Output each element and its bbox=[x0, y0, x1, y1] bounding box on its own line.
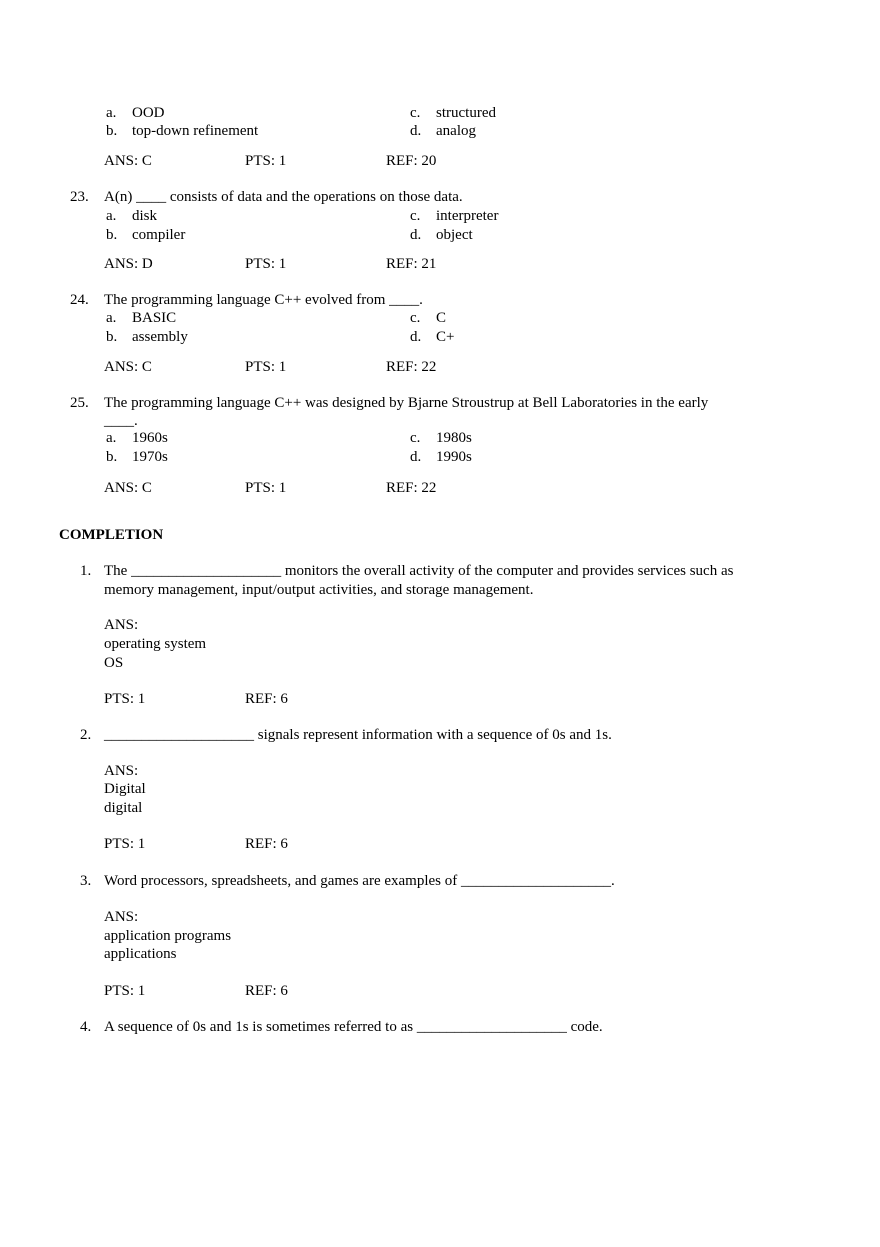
option-text: 1970s bbox=[132, 449, 168, 465]
question-number: 2. bbox=[80, 727, 92, 743]
points: PTS: 1 bbox=[104, 983, 146, 999]
option-letter: a. bbox=[106, 105, 117, 121]
question-stem-continued: ____. bbox=[104, 413, 138, 429]
section-title: COMPLETION bbox=[59, 527, 164, 543]
answer-key: ANS: C bbox=[104, 359, 152, 375]
answer-text: application programs bbox=[104, 928, 232, 944]
points: PTS: 1 bbox=[245, 480, 287, 496]
option-text: top-down refinement bbox=[132, 123, 259, 139]
question-number: 25. bbox=[70, 395, 89, 411]
option-letter: b. bbox=[106, 227, 118, 243]
question-stem: A sequence of 0s and 1s is sometimes referred to as ____________________ code. bbox=[104, 1019, 603, 1035]
option-text: compiler bbox=[132, 227, 186, 243]
question-stem: Word processors, spreadsheets, and games are examples of ____________________. bbox=[104, 873, 615, 889]
option-letter: d. bbox=[410, 449, 422, 465]
option-text: analog bbox=[436, 123, 476, 139]
question-stem: ____________________ signals represent information with a sequence of 0s and 1s. bbox=[104, 727, 612, 743]
answer-text: Digital bbox=[104, 781, 146, 797]
option-text: 1990s bbox=[436, 449, 472, 465]
points: PTS: 1 bbox=[104, 836, 146, 852]
option-letter: d. bbox=[410, 123, 422, 139]
option-text: C bbox=[436, 310, 447, 326]
reference: REF: 20 bbox=[386, 153, 437, 169]
option-letter: c. bbox=[410, 208, 421, 224]
answer-text: applications bbox=[104, 946, 177, 962]
option-text: C+ bbox=[436, 329, 455, 345]
option-letter: b. bbox=[106, 123, 118, 139]
option-letter: b. bbox=[106, 449, 118, 465]
answer-text: digital bbox=[104, 800, 143, 816]
question-number: 23. bbox=[70, 189, 89, 205]
reference: REF: 6 bbox=[245, 836, 288, 852]
option-letter: c. bbox=[410, 430, 421, 446]
option-text: BASIC bbox=[132, 310, 177, 326]
option-text: object bbox=[436, 227, 473, 243]
answer-key: ANS: D bbox=[104, 256, 153, 272]
option-letter: a. bbox=[106, 208, 117, 224]
answer-text: operating system bbox=[104, 636, 207, 652]
answer-label: ANS: bbox=[104, 909, 139, 925]
option-text: assembly bbox=[132, 329, 188, 345]
points: PTS: 1 bbox=[104, 691, 146, 707]
question-stem: The ____________________ monitors the overall activity of the computer and provides services such as bbox=[104, 563, 734, 579]
answer-key: ANS: C bbox=[104, 153, 152, 169]
option-letter: d. bbox=[410, 227, 422, 243]
option-letter: a. bbox=[106, 310, 117, 326]
reference: REF: 22 bbox=[386, 480, 437, 496]
question-number: 1. bbox=[80, 563, 92, 579]
option-letter: c. bbox=[410, 105, 421, 121]
points: PTS: 1 bbox=[245, 256, 287, 272]
reference: REF: 21 bbox=[386, 256, 437, 272]
option-letter: a. bbox=[106, 430, 117, 446]
option-text: 1980s bbox=[436, 430, 472, 446]
option-text: interpreter bbox=[436, 208, 499, 224]
option-letter: b. bbox=[106, 329, 118, 345]
question-stem: The programming language C++ evolved from ____. bbox=[104, 292, 423, 308]
question-number: 24. bbox=[70, 292, 89, 308]
points: PTS: 1 bbox=[245, 359, 287, 375]
question-number: 4. bbox=[80, 1019, 92, 1035]
question-stem-continued: memory management, input/output activities, and storage management. bbox=[104, 582, 534, 598]
reference: REF: 6 bbox=[245, 691, 288, 707]
question-stem: The programming language C++ was designed by Bjarne Stroustrup at Bell Laboratories in the early bbox=[104, 395, 709, 411]
reference: REF: 6 bbox=[245, 983, 288, 999]
option-text: disk bbox=[132, 208, 158, 224]
option-text: OOD bbox=[132, 105, 165, 121]
answer-label: ANS: bbox=[104, 617, 139, 633]
option-letter: c. bbox=[410, 310, 421, 326]
reference: REF: 22 bbox=[386, 359, 437, 375]
option-text: structured bbox=[436, 105, 496, 121]
points: PTS: 1 bbox=[245, 153, 287, 169]
answer-label: ANS: bbox=[104, 763, 139, 779]
option-text: 1960s bbox=[132, 430, 168, 446]
question-number: 3. bbox=[80, 873, 92, 889]
answer-text: OS bbox=[104, 655, 124, 671]
option-letter: d. bbox=[410, 329, 422, 345]
question-stem: A(n) ____ consists of data and the operations on those data. bbox=[104, 189, 463, 205]
answer-key: ANS: C bbox=[104, 480, 152, 496]
